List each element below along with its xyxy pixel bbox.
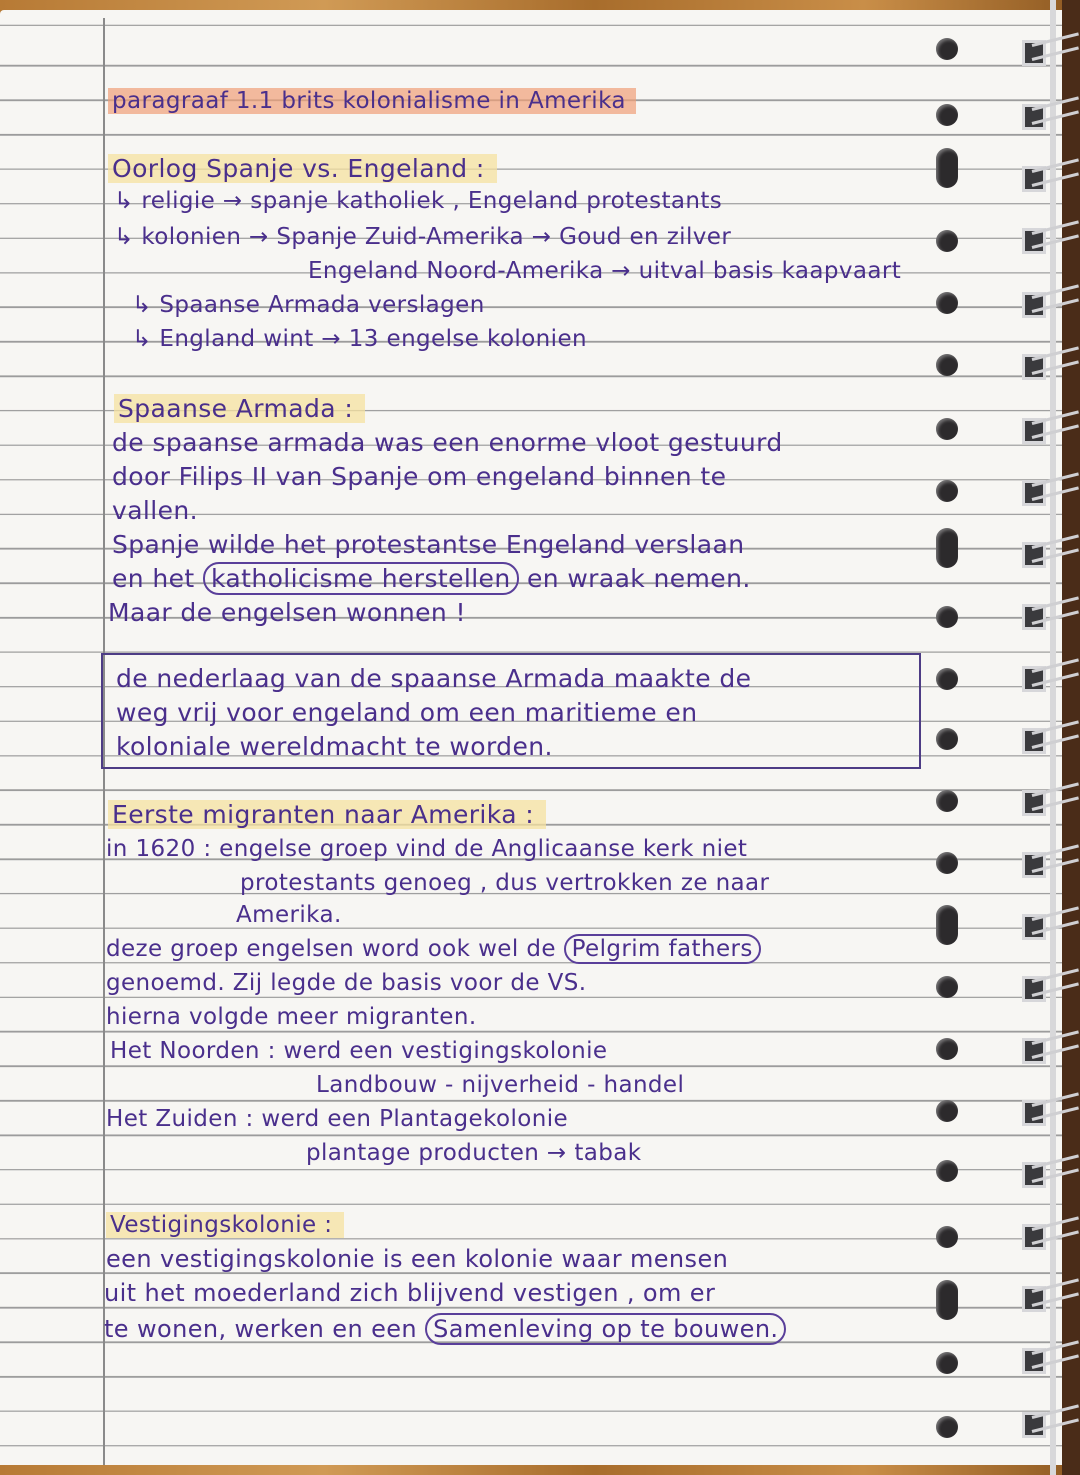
spiral-ring	[1020, 1346, 1060, 1376]
cloud-highlight: Samenleving op te bouwen.	[425, 1313, 786, 1345]
punch-hole	[936, 38, 958, 60]
armada-line-5: en het katholicisme herstellen en wraak nemen.	[112, 564, 751, 593]
punch-hole	[936, 354, 958, 376]
spiral-ring	[1020, 788, 1060, 818]
spiral-ring	[1020, 1284, 1060, 1314]
cloud-highlight: katholicisme herstellen	[203, 562, 519, 595]
migranten-line-9: Het Zuiden : werd een Plantagekolonie	[106, 1106, 569, 1132]
punch-hole	[936, 104, 958, 126]
spiral-ring	[1020, 164, 1060, 194]
oorlog-line-4: ↳ Spaanse Armada verslagen	[132, 292, 485, 318]
oorlog-line-1: ↳ religie → spanje katholiek , Engeland protestants	[114, 188, 723, 214]
punch-hole	[936, 790, 958, 812]
heading-vestiging: Vestigingskolonie :	[106, 1210, 344, 1240]
armada-line-2: door Filips II van Spanje om engeland binnen te	[112, 462, 727, 491]
punch-hole	[936, 1280, 958, 1320]
vestiging-line-2: uit het moederland zich blijvend vestigen , om er	[104, 1279, 716, 1307]
box-line-2: weg vrij voor engeland om een maritieme en	[116, 698, 698, 727]
punch-hole	[936, 480, 958, 502]
spiral-ring	[1020, 416, 1060, 446]
punch-hole	[936, 528, 958, 568]
spiral-ring	[1020, 602, 1060, 632]
migranten-line-2: protestants genoeg , dus vertrokken ze naar	[240, 870, 770, 896]
oorlog-line-5: ↳ England wint → 13 engelse kolonien	[132, 326, 587, 352]
spiral-ring	[1020, 912, 1060, 942]
spiral-ring	[1020, 290, 1060, 320]
spiral-ring	[1020, 850, 1060, 880]
migranten-line-5: genoemd. Zij legde de basis voor de VS.	[106, 970, 587, 996]
spiral-ring	[1020, 1036, 1060, 1066]
spiral-ring	[1020, 102, 1060, 132]
spiral-ring	[1020, 1160, 1060, 1190]
punch-holes	[932, 0, 962, 1475]
migranten-line-4: deze groep engelsen word ook wel de Pelgrim fathers	[106, 934, 761, 964]
oorlog-line-3: Engeland Noord-Amerika → uitval basis kaapvaart	[308, 258, 902, 284]
punch-hole	[936, 418, 958, 440]
vestiging-line-1: een vestigingskolonie is een kolonie waar mensen	[106, 1245, 729, 1273]
punch-hole	[936, 728, 958, 750]
spiral-ring	[1020, 974, 1060, 1004]
armada-line-1: de spaanse armada was een enorme vloot gestuurd	[112, 428, 783, 457]
migranten-line-8: Landbouw - nijverheid - handel	[316, 1072, 685, 1098]
punch-hole	[936, 292, 958, 314]
migranten-line-6: hierna volgde meer migranten.	[106, 1004, 477, 1030]
box-line-3: koloniale wereldmacht te worden.	[116, 732, 553, 761]
punch-hole	[936, 668, 958, 690]
punch-hole	[936, 230, 958, 252]
oorlog-line-2: ↳ kolonien → Spanje Zuid-Amerika → Goud en zilver	[114, 224, 732, 250]
punch-hole	[936, 852, 958, 874]
punch-hole	[936, 1352, 958, 1374]
spiral-ring	[1020, 1222, 1060, 1252]
armada-line-4: Spanje wilde het protestantse Engeland verslaan	[112, 530, 745, 559]
spiral-ring	[1020, 38, 1060, 68]
migranten-line-3: Amerika.	[236, 902, 342, 928]
spiral-binding	[1018, 0, 1080, 1475]
punch-hole	[936, 1160, 958, 1182]
heading-migranten: Eerste migranten naar Amerika :	[108, 800, 546, 830]
migranten-line-1: in 1620 : engelse groep vind de Anglicaanse kerk niet	[106, 836, 748, 862]
spiral-ring	[1020, 726, 1060, 756]
heading-armada: Spaanse Armada :	[114, 394, 365, 424]
migranten-line-7: Het Noorden : werd een vestigingskolonie	[110, 1038, 608, 1064]
spiral-ring	[1020, 352, 1060, 382]
box-line-1: de nederlaag van de spaanse Armada maakte de	[116, 664, 752, 693]
armada-line-6: Maar de engelsen wonnen !	[108, 598, 466, 627]
spiral-ring	[1020, 1098, 1060, 1128]
heading-oorlog: Oorlog Spanje vs. Engeland :	[108, 154, 497, 184]
spiral-ring	[1020, 664, 1060, 694]
armada-line-3: vallen.	[112, 496, 198, 525]
punch-hole	[936, 606, 958, 628]
spiral-ring	[1020, 540, 1060, 570]
migranten-line-10: plantage producten → tabak	[306, 1140, 642, 1166]
punch-hole	[936, 905, 958, 945]
vestiging-line-3: te wonen, werken en een Samenleving op te bouwen.	[104, 1314, 786, 1344]
punch-hole	[936, 148, 958, 188]
punch-hole	[936, 1416, 958, 1438]
punch-hole	[936, 1226, 958, 1248]
punch-hole	[936, 976, 958, 998]
punch-hole	[936, 1100, 958, 1122]
spiral-ring	[1020, 226, 1060, 256]
spiral-ring	[1020, 1410, 1060, 1440]
page-title: paragraaf 1.1 brits kolonialisme in Amerika	[108, 86, 636, 116]
cloud-highlight: Pelgrim fathers	[564, 934, 761, 964]
spiral-ring	[1020, 478, 1060, 508]
punch-hole	[936, 1038, 958, 1060]
